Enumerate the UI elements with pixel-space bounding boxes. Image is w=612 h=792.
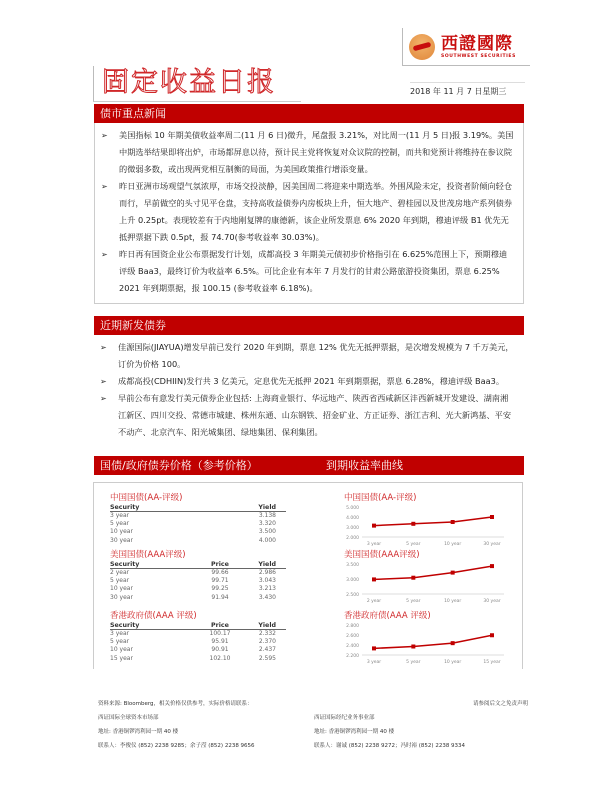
data-point [372, 646, 376, 650]
security-cell: 5 year [110, 577, 130, 585]
yield-cell: 2.595 [258, 654, 276, 662]
footer [98, 697, 528, 753]
logo-chinese-name: 西證國際 [441, 33, 513, 54]
section-header [94, 104, 524, 123]
yield-curve-chart [334, 491, 514, 553]
table-title: 中国国债(AA-评级) [110, 493, 183, 503]
price-cell [200, 537, 240, 545]
x-tick-label: 10 year [444, 660, 462, 665]
table-row [110, 537, 286, 545]
table-header [110, 622, 286, 630]
col-header: Yield [258, 622, 276, 629]
table-row [110, 512, 286, 520]
security-cell: 5 year [110, 520, 130, 528]
yield-curve-chart [334, 548, 514, 610]
y-tick-label: 2.400 [346, 644, 359, 649]
yield-cell: 3.430 [258, 593, 276, 601]
table-row [110, 577, 286, 585]
report-date: 2018 年 11 月 7 日星期三 [410, 87, 507, 96]
col-header: Security [110, 622, 140, 629]
data-point [451, 571, 455, 575]
y-tick-label: 3.500 [346, 563, 359, 568]
dept-name: 西证国际经纪业务事业部 [314, 715, 375, 721]
security-cell: 5 year [110, 638, 130, 646]
yield-cell: 3.320 [258, 520, 276, 528]
col-header: Security [110, 561, 140, 568]
new-issues-section [94, 316, 524, 445]
yield-cell: 4.000 [258, 536, 276, 544]
divider [410, 82, 525, 83]
issue-item: ➢ 早前公布有意发行美元债券企业包括: 上海商业银行、华远地产、陕西省西咸新区沣西新城开发建设、湖南湘江新区、四川交投、常德市城建、株州东通、山东钢铁、招金矿业、方正证券、浙江吉利、光大新鸿基、平安不动产、北京汽车、阳光城集团、绿地集团、保利集团。 [94, 390, 516, 441]
x-tick-label: 10 year [444, 599, 462, 604]
chart-plot [334, 621, 514, 667]
table-row [110, 655, 286, 663]
table-header [110, 504, 286, 512]
yield-cell: 3.043 [258, 577, 276, 585]
y-tick-label: 2.600 [346, 634, 359, 639]
prices-panel [93, 482, 523, 669]
col-header: Price [211, 561, 229, 568]
contact: 联系人：谢诚 (852) 2238 9272；冯时裕 (852) 2238 9334 [314, 743, 466, 749]
company-logo [402, 28, 530, 66]
data-point [451, 520, 455, 524]
col-header [200, 504, 240, 511]
section-header [94, 456, 524, 475]
table-row [110, 594, 286, 602]
price-cell: 99.66 [211, 569, 229, 576]
security-cell: 30 year [110, 593, 133, 601]
col-header: Price [211, 622, 229, 629]
issue-item: ➢ 佳源国际(JIAYUA)增发早前已发行 2020 年到期，票息 12% 优先无抵押票据，是次增发规模为 7 千万美元，订价为价格 100。 [94, 339, 516, 373]
disclaimer-link[interactable]: 请参阅后文之免责声明 [472, 701, 528, 707]
series-line [374, 566, 492, 579]
logo-mark-icon [409, 34, 435, 60]
source-note: 资料来源: Bloomberg，相关价格仅供参考，实际价格请联系： [98, 701, 253, 707]
security-cell: 10 year [110, 646, 133, 654]
security-cell: 30 year [110, 536, 133, 544]
data-point [411, 576, 415, 580]
x-tick-label: 3 year [366, 542, 382, 547]
y-tick-label: 3.000 [346, 526, 359, 531]
data-point [490, 633, 494, 637]
yield-cell: 2.332 [258, 630, 276, 637]
yield-cell: 3.138 [258, 512, 276, 519]
chart-title: 美国国债(AAA评级) [344, 550, 420, 560]
section-title: 债市重点新闻 [100, 107, 166, 120]
y-tick-label: 2.200 [346, 654, 359, 659]
price-cell [200, 512, 240, 520]
news-item: ➢ 昨日亚洲市场观望气氛浓厚，市场交投淡静，因美国周二将迎来中期选举。外围风险未定，投资者阶倾向轻仓而行，早前做空的头寸见平仓盘，支持高收益债券内房板块上升，恒大地产、碧桂园以及世茂房地产系列债券上升 0.25pt。表现较差有于内地刚复牌的康德新，该企业所发票息 6% 2020 年到期，穆迪评级 B1 优先无抵押票据下跌 0.5pt，报 74.70(参考收益率 30.03%)。 [95, 178, 515, 246]
dept-name: 西证国际全球资本市场部 [98, 715, 159, 721]
section-title: 近期新发债券 [100, 319, 166, 332]
table-row [110, 630, 286, 638]
y-tick-label: 2.800 [346, 624, 359, 629]
address: 地址: 香港铜锣湾利园一期 40 楼 [98, 729, 179, 735]
bond-table [110, 609, 286, 663]
chart-title: 香港政府债(AAA 评级) [344, 611, 431, 621]
y-tick-label: 5.000 [346, 506, 359, 511]
y-tick-label: 2.500 [346, 593, 359, 598]
table-row [110, 528, 286, 536]
section-title: 国债/政府债券价格（参考价格） [100, 459, 258, 472]
table-row [110, 520, 286, 528]
bond-table [110, 548, 286, 602]
data-point [490, 515, 494, 519]
price-cell [200, 520, 240, 528]
section-header [94, 316, 524, 335]
series-line [374, 517, 492, 526]
price-cell: 102.10 [209, 654, 231, 662]
price-cell: 99.71 [211, 577, 229, 585]
y-tick-label: 3.000 [346, 578, 359, 583]
table-title: 美国国债(AAA评级) [110, 550, 186, 560]
security-cell: 3 year [110, 630, 130, 637]
x-tick-label: 2 year [366, 599, 382, 604]
data-point [372, 524, 376, 528]
news-item: ➢ 昨日再有国资企业公布票据发行计划，成都高投 3 年期美元债初步价格指引在 6.625%范围上下，预期穆迪评级 Baa3，最终订价为收益率 6.5%。可比企业有本年 7 月发行的甘肃公路旅游投资集团，票息 6.25% 2021 年到期票据，报 100.15 (参考收益率 6.18%)。 [95, 246, 515, 297]
yield-cell: 2.437 [258, 646, 276, 654]
x-tick-label: 10 year [444, 542, 462, 547]
issue-item: ➢ 成都高投(CDHIIN)发行共 3 亿美元，定息优先无抵押 2021 年到期票据，票息 6.28%，穆迪评级 Baa3。 [94, 373, 516, 390]
chart-plot [334, 503, 514, 549]
yield-cell: 3.213 [258, 585, 276, 593]
security-cell: 10 year [110, 585, 133, 593]
price-cell: 100.17 [209, 630, 231, 637]
yield-curve-chart [334, 609, 514, 671]
y-tick-label: 2.000 [346, 536, 359, 541]
x-tick-label: 30 year [483, 542, 501, 547]
table-row [110, 585, 286, 593]
bond-table [110, 491, 286, 545]
x-tick-label: 15 year [483, 660, 501, 665]
yield-cell: 2.986 [258, 569, 276, 576]
table-row [110, 638, 286, 646]
y-tick-label: 4.000 [346, 516, 359, 521]
table-title: 香港政府债(AAA 评级) [110, 611, 197, 621]
x-tick-label: 30 year [483, 599, 501, 604]
table-row [110, 569, 286, 577]
col-header: Security [110, 504, 140, 511]
x-tick-label: 5 year [406, 542, 421, 547]
news-section [94, 104, 524, 304]
col-header: Yield [258, 504, 276, 511]
data-point [451, 641, 455, 645]
series-line [374, 635, 492, 648]
table-header [110, 561, 286, 569]
x-tick-label: 3 year [366, 660, 382, 665]
x-tick-label: 5 year [406, 660, 421, 665]
security-cell: 15 year [110, 654, 133, 662]
yield-cell: 3.500 [258, 528, 276, 536]
price-cell: 99.25 [211, 585, 229, 593]
price-cell: 90.91 [211, 646, 229, 654]
data-point [490, 564, 494, 568]
x-tick-label: 5 year [406, 599, 421, 604]
data-point [411, 645, 415, 649]
news-item: ➢ 美国指标 10 年期美债收益率周二(11 月 6 日)微升，尾盘报 3.21%，对比周一(11 月 5 日)报 3.19%。美国中期选举结果即将出炉，市场都屏息以待，预计民主党将恢复对众议院的控制，而共和党预计将维持在参议院的微弱多数，或出现两党相互制衡的局面，为美国政策推行增添变量。 [95, 127, 515, 178]
chart-title: 中国国债(AA-评级) [344, 493, 417, 503]
report-title: 固定收益日报 [102, 67, 276, 98]
security-cell: 10 year [110, 528, 133, 536]
price-cell: 91.94 [211, 593, 229, 601]
chart-plot [334, 560, 514, 606]
title-box [93, 66, 301, 102]
data-point [372, 577, 376, 581]
data-point [411, 522, 415, 526]
address: 地址: 香港铜锣湾利园一期 40 楼 [314, 729, 395, 735]
contact: 联系人：李俊仪 (852) 2238 9285；余子滢 (852) 2238 9656 [98, 743, 255, 749]
section-title: 到期收益率曲线 [326, 459, 403, 472]
price-cell [200, 528, 240, 536]
yield-cell: 2.370 [258, 638, 276, 646]
col-header: Yield [258, 561, 276, 568]
security-cell: 2 year [110, 569, 130, 576]
price-cell: 95.91 [211, 638, 229, 646]
security-cell: 3 year [110, 512, 130, 519]
logo-english-name: SOUTHWEST SECURITIES [441, 53, 516, 59]
table-row [110, 646, 286, 654]
